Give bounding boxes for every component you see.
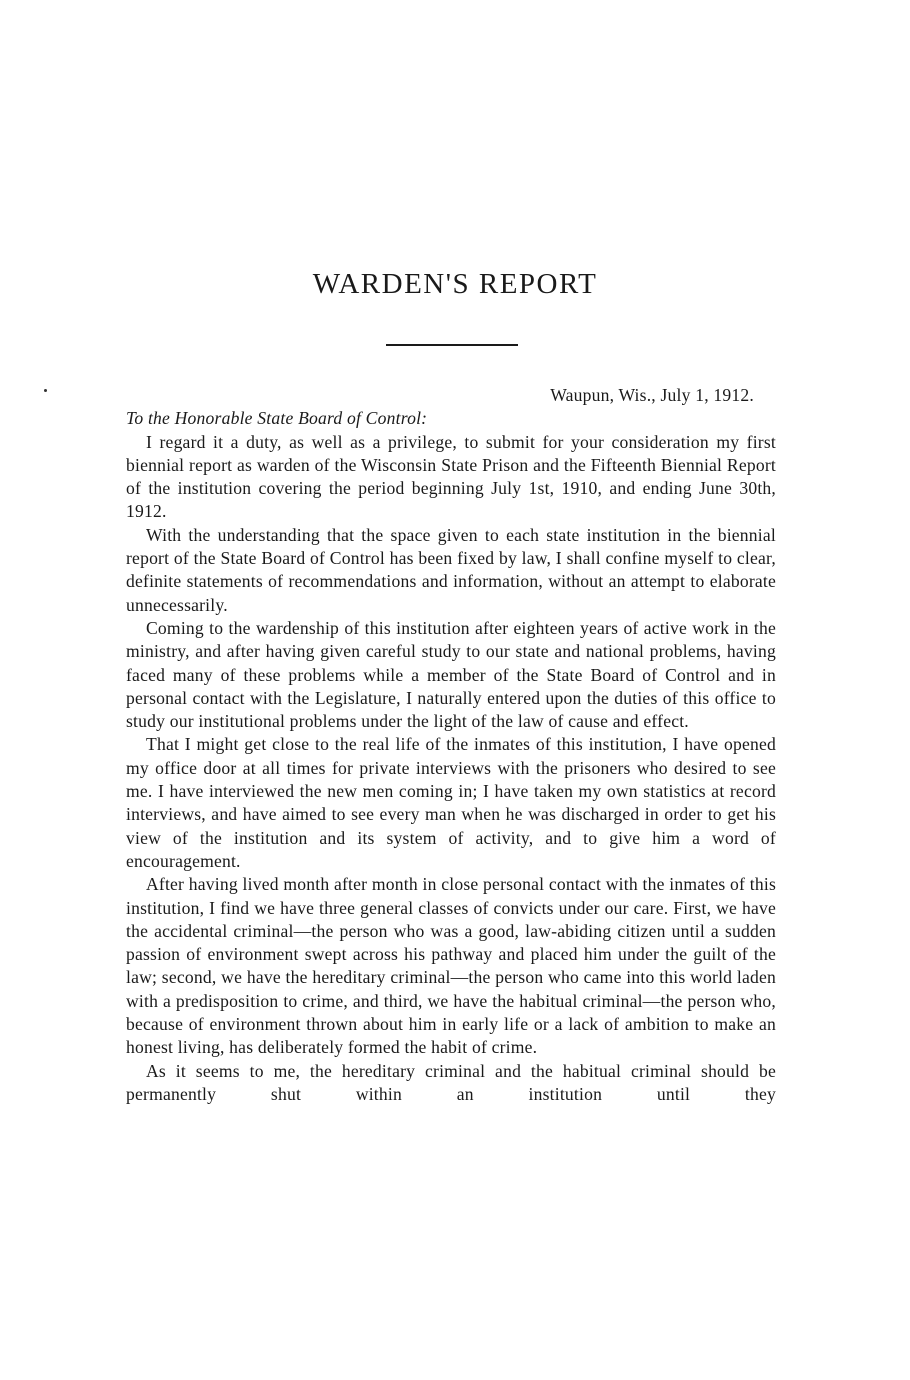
paragraph: After having lived month after month in close personal contact with the inmates of this institution, I find we have three general classes of convicts under our care. First, we have the accidental criminal—the person who was a good, law-abiding citizen until a sudden passion of environment swept across his pathway and placed him under the guilt of the law; second, we have the hereditary criminal—the person who came into this world laden with a predisposition to crime, and third, we have the habitual criminal—the person who, because of environment thrown about him in early life or a lack of ambition to make an honest living, has deliberately formed the habit of crime. (126, 874, 776, 1058)
paragraph: I regard it a duty, as well as a privilege, to submit for your consideration my first biennial report as warden of the Wisconsin State Prison and the Fifteenth Biennial Report of the institution covering the period beginning July 1st, 1910, and ending June 30th, 1912. (126, 431, 776, 522)
paragraph: That I might get close to the real life of the inmates of this institution, I have opened my office door at all times for private interviews with the prisoners who desired to see me. I have interviewed the new men coming in; I have taken my own statistics at record interviews, and have aimed to see every man when he was discharged in order to get his view of the institution and its system of activity, and to give him a word of encouragement. (126, 734, 776, 871)
page-title: WARDEN'S REPORT (312, 268, 598, 300)
paragraph: As it seems to me, the hereditary criminal and the habitual criminal should be permanently shut within an institution until they (126, 1060, 776, 1104)
dateline: Waupun, Wis., July 1, 1912. (550, 385, 754, 405)
paragraph: With the understanding that the space given to each state institution in the biennial report of the State Board of Control has been fixed by law, I shall confine myself to clear, definite statements of recommendations and information, without an attempt to elaborate unnecessarily. (126, 524, 776, 615)
ink-speck (44, 389, 47, 392)
report-body (126, 384, 776, 1106)
paragraph: Coming to the wardenship of this institution after eighteen years of active work in the ministry, and after having given careful study to our state and national problems, having faced many of these problems while a member of the State Board of Control and in personal contact with the Legislature, I naturally entered upon the duties of this office to study our institutional problems under the light of the law of cause and effect. (126, 617, 776, 732)
salutation: To the Honorable State Board of Control: (126, 408, 428, 429)
title-divider (386, 344, 518, 346)
